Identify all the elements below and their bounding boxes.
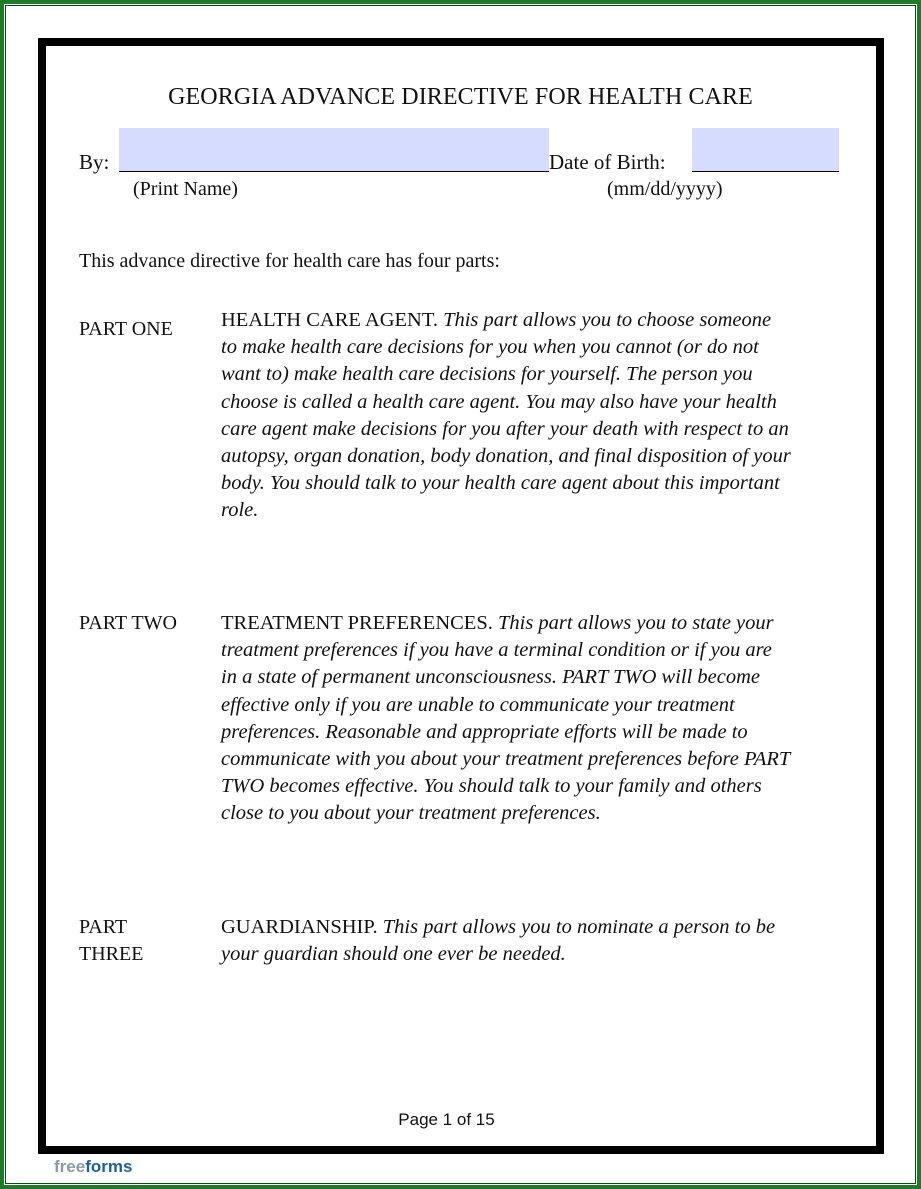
dob-label: Date of Birth: (549, 150, 666, 174)
dob-format-caption: (mm/dd/yyyy) (607, 178, 723, 200)
page-indicator: Page 1 of 15 (398, 1110, 495, 1129)
print-name-input[interactable] (119, 128, 549, 172)
intro-text: This advance directive for health care has four parts: (79, 250, 500, 272)
print-name-caption: (Print Name) (133, 178, 238, 200)
part-one-heading: HEALTH CARE AGENT. (221, 309, 438, 331)
part-two-body: This part allows you to state your treatment preferences if you have a terminal condition or if you are in a state of permanent unconsciousness. PART TWO will become effective only if you are unable to communicate your treatment preferences. Reasonable and appropriate efforts will be made to communicate with you about your treatment preferences before PART TWO becomes effective. You should talk to your family and others close to you about your treatment preferences. (221, 612, 790, 825)
part-three-description (221, 914, 791, 968)
part-one-description (221, 307, 791, 525)
logo-free: free (54, 1157, 86, 1176)
part-two-heading: TREATMENT PREFERENCES. (221, 612, 493, 634)
part-two-description (221, 610, 791, 828)
freeforms-logo (54, 1157, 132, 1177)
document-inner-border (45, 45, 877, 1147)
part-one-label: PART ONE (79, 318, 173, 340)
by-label: By: (79, 150, 110, 174)
part-two-label: PART TWO (79, 612, 177, 634)
date-of-birth-input[interactable] (692, 128, 839, 172)
logo-forms: forms (85, 1157, 133, 1176)
part-one-body: This part allows you to choose someone to make health care decisions for you when you cannot (or do not want to) make health care decisions for yourself. The person you choose is called a health care agent. You may also have your health care agent make decisions for you after your death with respect to an autopsy, organ donation, body donation, and final disposition of your body. You should talk to your health care agent about this important role. (221, 309, 791, 522)
part-three-body: This part allows you to nominate a person to be your guardian should one ever be needed. (221, 916, 776, 966)
part-three-heading: GUARDIANSHIP. (221, 916, 378, 938)
part-three-label: PART THREE (79, 916, 144, 965)
document-title: GEORGIA ADVANCE DIRECTIVE FOR HEALTH CARE (168, 84, 753, 110)
